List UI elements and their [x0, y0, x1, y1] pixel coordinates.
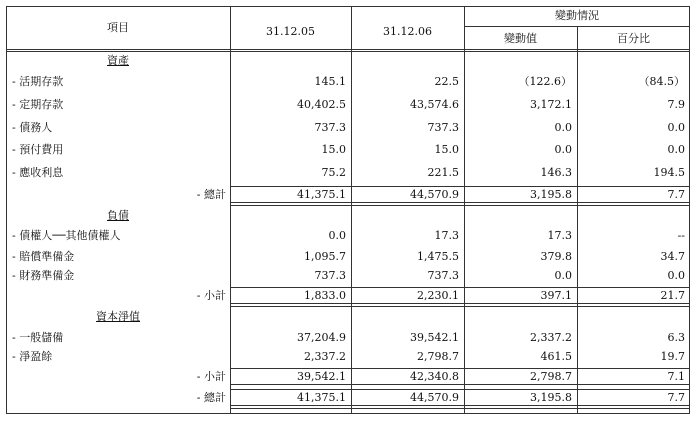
subtotal-change: 397.1 — [540, 289, 572, 302]
value-percent: 0.0 — [667, 269, 685, 282]
value-2006: 737.3 — [427, 121, 459, 134]
total-change: 3,195.8 — [530, 391, 572, 404]
total-2006: 44,570.9 — [410, 188, 459, 201]
value-2005: 40,402.5 — [297, 98, 346, 111]
subtotal-rule — [230, 303, 690, 304]
subtotal-percent: 7.1 — [667, 370, 685, 383]
header-divider — [464, 26, 690, 27]
row-label: - 債務人 — [12, 121, 53, 134]
total-2005: 41,375.1 — [297, 188, 346, 201]
subtotal-2005: 1,833.0 — [304, 289, 346, 302]
value-change: 461.5 — [540, 350, 572, 363]
value-change: 3,172.1 — [530, 98, 572, 111]
value-2006: 1,475.5 — [417, 250, 459, 263]
value-percent: 6.3 — [667, 331, 685, 344]
value-2006: 2,798.7 — [417, 350, 459, 363]
subtotal-change: 2,798.7 — [530, 370, 572, 383]
value-2006: 22.5 — [434, 75, 459, 88]
header-change-value: 變動值 — [504, 32, 537, 45]
table-border-top — [6, 6, 690, 7]
total-change: 3,195.8 — [530, 188, 572, 201]
total-percent: 7.7 — [667, 188, 685, 201]
subtotal-2006: 2,230.1 — [417, 289, 459, 302]
value-percent: -- — [677, 229, 685, 242]
value-2005: 737.3 — [314, 269, 346, 282]
value-change: 379.8 — [540, 250, 572, 263]
total-rule — [230, 202, 690, 203]
header-bottom-rule — [6, 49, 690, 50]
value-change: 17.3 — [547, 229, 572, 242]
subtotal-2005: 39,542.1 — [297, 370, 346, 383]
table-border-bottom — [6, 413, 690, 414]
value-change: 0.0 — [554, 269, 572, 282]
subtotal-label: - 小計 — [196, 289, 226, 302]
value-2005: 145.1 — [314, 75, 346, 88]
row-label: - 定期存款 — [12, 98, 64, 111]
value-2006: 43,574.6 — [410, 98, 459, 111]
total-rule — [230, 186, 690, 187]
table-border-right — [689, 6, 690, 414]
value-change: 0.0 — [554, 143, 572, 156]
value-percent: 0.0 — [667, 121, 685, 134]
total-label: - 總計 — [196, 188, 226, 201]
value-2005: 1,095.7 — [304, 250, 346, 263]
value-change: 146.3 — [540, 166, 572, 179]
header-change-percent: 百分比 — [617, 32, 650, 45]
header-change-group: 變動情況 — [555, 9, 599, 22]
value-percent: 194.5 — [653, 166, 685, 179]
financial-table — [6, 6, 690, 414]
value-percent: 7.9 — [667, 98, 685, 111]
value-percent: （84.5） — [638, 75, 685, 88]
total-label: - 總計 — [196, 391, 226, 404]
total-2006: 44,570.9 — [410, 391, 459, 404]
header-item: 項目 — [107, 21, 129, 34]
subtotal-rule — [230, 306, 690, 307]
header-col-2005: 31.12.05 — [266, 25, 315, 38]
total-rule — [230, 384, 690, 385]
value-2006: 737.3 — [427, 269, 459, 282]
section-title-liabilities: 負債 — [107, 209, 129, 222]
row-label: - 應收利息 — [12, 166, 64, 179]
row-label: - 活期存款 — [12, 75, 64, 88]
subtotal-percent: 21.7 — [660, 289, 685, 302]
total-rule — [230, 405, 690, 406]
value-change: 2,337.2 — [530, 331, 572, 344]
value-percent: 0.0 — [667, 143, 685, 156]
subtotal-rule — [230, 368, 690, 369]
subtotal-label: - 小計 — [196, 370, 226, 383]
total-percent: 7.7 — [667, 391, 685, 404]
header-bottom-rule — [6, 51, 690, 52]
value-percent: 19.7 — [660, 350, 685, 363]
row-label: - 債權人──其他債權人 — [12, 229, 121, 242]
value-2005: 15.0 — [321, 143, 346, 156]
value-2005: 0.0 — [328, 229, 346, 242]
row-label: - 財務準備金 — [12, 269, 75, 282]
value-2006: 221.5 — [427, 166, 459, 179]
value-2005: 737.3 — [314, 121, 346, 134]
section-title-equity: 資本淨值 — [96, 310, 140, 323]
value-2006: 15.0 — [434, 143, 459, 156]
value-2006: 17.3 — [434, 229, 459, 242]
total-rule — [230, 389, 690, 390]
value-percent: 34.7 — [660, 250, 685, 263]
value-2005: 75.2 — [321, 166, 346, 179]
value-2005: 2,337.2 — [304, 350, 346, 363]
header-col-2006: 31.12.06 — [383, 25, 432, 38]
row-label: - 淨盈餘 — [12, 350, 53, 363]
value-change: 0.0 — [554, 121, 572, 134]
row-label: - 賠償準備金 — [12, 250, 75, 263]
subtotal-rule — [230, 287, 690, 288]
total-rule — [230, 205, 690, 206]
value-change: （122.6） — [518, 75, 572, 88]
row-label: - 預付費用 — [12, 143, 64, 156]
subtotal-2006: 42,340.8 — [410, 370, 459, 383]
value-2006: 39,542.1 — [410, 331, 459, 344]
total-2005: 41,375.1 — [297, 391, 346, 404]
value-2005: 37,204.9 — [297, 331, 346, 344]
section-title-assets: 資產 — [107, 54, 129, 67]
row-label: - 一般儲備 — [12, 331, 64, 344]
total-rule — [230, 408, 690, 409]
